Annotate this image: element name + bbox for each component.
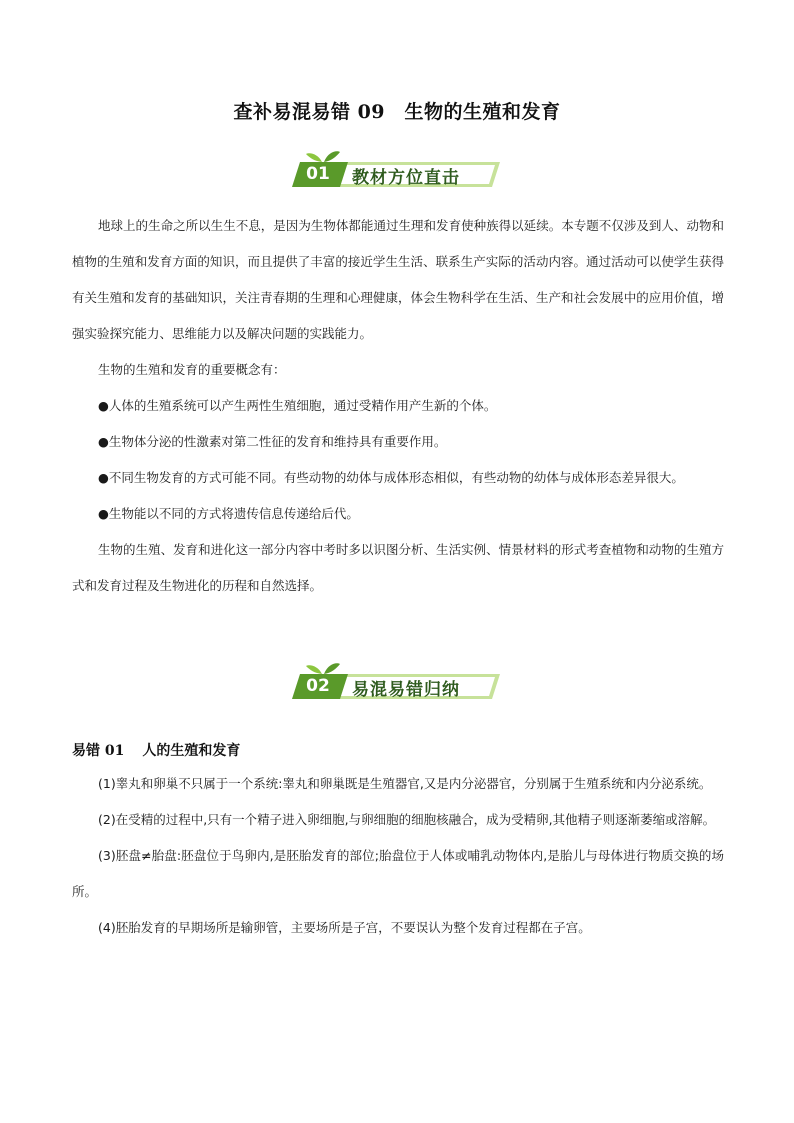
leaf-icon bbox=[306, 663, 340, 674]
list-item: (1)睾丸和卵巢不只属于一个系统:睾丸和卵巢既是生殖器官,又是内分泌器官，分别属于生殖系统和内分泌系统。 bbox=[98, 776, 712, 791]
intro-paragraph: 生物的生殖、发育和进化这一部分内容中考时多以识图分析、生活实例、情景材料的形式考查植物和动物的生殖方式和发育过程及生物进化的历程和自然选择。 bbox=[72, 542, 724, 593]
concept-bullet: ●生物能以不同的方式将遗传信息传递给后代。 bbox=[98, 506, 359, 521]
section-heading bbox=[72, 740, 240, 760]
intro-paragraph: 地球上的生命之所以生生不息，是因为生物体都能通过生理和发育使种族得以延续。本专题不仅涉及到人、动物和植物的生殖和发育方面的知识，而且提供了丰富的接近学生生活、联系生产实际的活动内容。通过活动可以使学生获得有关生殖和发育的基础知识，关注青春期的生理和心理健康，体会生物科学在生活、生产和社会发展中的应用价值，增强实验探究能力、思维能力以及解决问题的实践能力。 bbox=[72, 218, 724, 341]
section-banner-01 bbox=[0, 150, 794, 190]
banner-number: 02 bbox=[306, 676, 330, 696]
list-item: (4)胚胎发育的早期场所是输卵管，主要场所是子宫，不要误认为整个发育过程都在子宫。 bbox=[98, 920, 591, 935]
section-heading-prefix: 易错 01 bbox=[72, 743, 125, 759]
page-title: 查补易混易错 09 生物的生殖和发育 bbox=[233, 101, 561, 123]
banner-label: 易混易错归纳 bbox=[352, 680, 460, 700]
list-item: (3)胚盘≠胎盘:胚盘位于鸟卵内,是胚胎发育的部位;胎盘位于人体或哺乳动物体内,是胎儿与母体进行物质交换的场所。 bbox=[72, 848, 724, 899]
section-items bbox=[72, 766, 724, 946]
intro-paragraph: 生物的生殖和发育的重要概念有： bbox=[98, 362, 286, 377]
concept-bullet: ●不同生物发育的方式可能不同。有些动物的幼体与成体形态相似，有些动物的幼体与成体形态差异很大。 bbox=[98, 470, 684, 485]
section-banner-02 bbox=[0, 662, 794, 702]
banner-label: 教材方位直击 bbox=[352, 168, 460, 188]
intro-section bbox=[72, 208, 724, 604]
banner-number: 01 bbox=[306, 164, 330, 184]
list-item: (2)在受精的过程中,只有一个精子进入卵细胞,与卵细胞的细胞核融合，成为受精卵,其他精子则逐渐萎缩或溶解。 bbox=[98, 812, 716, 827]
concept-bullet: ●生物体分泌的性激素对第二性征的发育和维持具有重要作用。 bbox=[98, 434, 447, 449]
leaf-icon bbox=[306, 151, 340, 162]
section-heading-text: 人的生殖和发育 bbox=[142, 743, 241, 759]
concept-bullet: ●人体的生殖系统可以产生两性生殖细胞，通过受精作用产生新的个体。 bbox=[98, 398, 497, 413]
